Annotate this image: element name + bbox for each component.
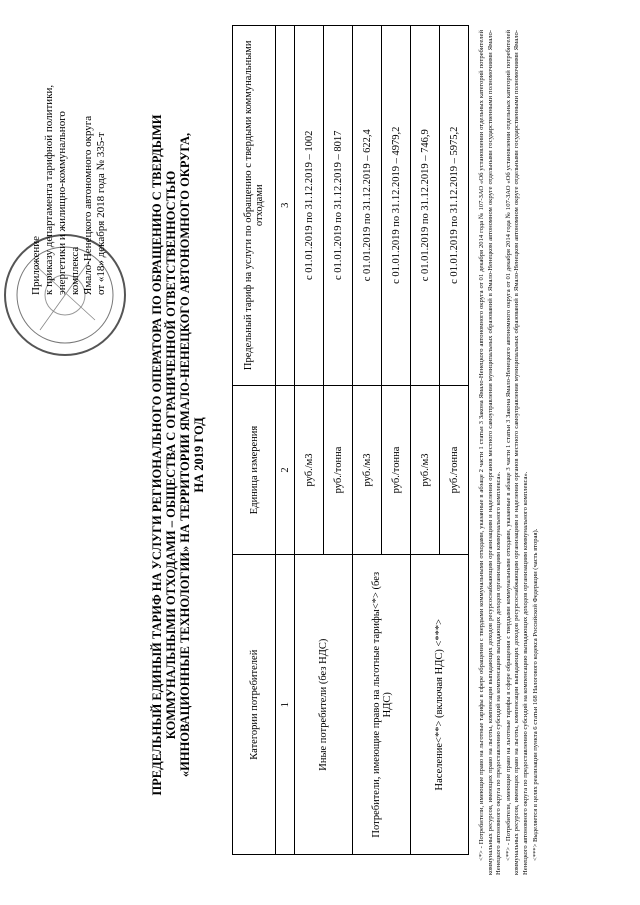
category-cell: Потребители, имеющие право на льготные тарифы<*> (без НДС) — [353, 555, 411, 855]
unit-cell: руб./м3 — [411, 385, 440, 555]
table-row — [295, 26, 324, 855]
unit-cell: руб./м3 — [353, 385, 382, 555]
tariff-table — [232, 25, 469, 855]
unit-cell: руб./тонна — [324, 385, 353, 555]
tariff-cell: с 01.01.2019 по 31.12.2019 – 1002 — [295, 26, 324, 386]
approval-line: комплекса — [69, 246, 81, 295]
title-line: НА 2019 ГОД — [192, 417, 206, 493]
approval-line: от «18» декабря 2018 года № 335-т — [95, 132, 107, 295]
category-cell: Иные потребители (без НДС) — [295, 555, 353, 855]
footnote: <*> - Потребители, имеющие право на льготные тарифы в сфере обращения с твердыми коммунальными отходами, указанные в абзаце 2 части 1 статьи 3 Закона Ямало-Ненецкого автономного округа от 01 декабря 2014 года № 107-ЗАО «Об установлении отдельных категорий потребителей коммунальных ресурсов, имеющих право на льготы, компенсации выпадающих доходов ресурсоснабжающим организациям и наделении органов местного самоуправления муниципальных образований в Ямало-Ненецком автономном округе отдельными государственными полномочиями Ямало-Ненецкого автономного округа по предоставлению субсидий на компенсацию выпадающих доходов организациям коммунального комплекса». — [478, 30, 503, 875]
approval-block — [30, 35, 108, 295]
category-cell: Население<**> (включая НДС) <***> — [411, 555, 469, 855]
title-line: КОММУНАЛЬНЫМИ ОТХОДАМИ – ОБЩЕСТВА С ОГРАНИЧЕННОЙ ОТВЕТСТВЕННОСТЬЮ — [164, 170, 178, 740]
footnotes — [478, 30, 541, 875]
approval-line: Ямало-Ненецкого автономного округа — [82, 115, 94, 295]
tariff-cell: с 01.01.2019 по 31.12.2019 – 4979,2 — [382, 26, 411, 386]
column-number: 2 — [276, 385, 295, 555]
tariff-cell: с 01.01.2019 по 31.12.2019 – 622,4 — [353, 26, 382, 386]
document-title — [150, 45, 206, 865]
tariff-cell: с 01.01.2019 по 31.12.2019 – 8017 — [324, 26, 353, 386]
tariff-cell: с 01.01.2019 по 31.12.2019 – 5975,2 — [440, 26, 469, 386]
tariff-cell: с 01.01.2019 по 31.12.2019 – 746,9 — [411, 26, 440, 386]
footnote: <***> Выделяется в целях реализации пункта 6 статьи 168 Налогового кодекса Российской Федерации (часть вторая). — [531, 528, 539, 861]
unit-cell: руб./м3 — [295, 385, 324, 555]
unit-cell: руб./тонна — [382, 385, 411, 555]
table-row — [353, 26, 382, 855]
header-category: Категории потребителей — [233, 555, 276, 855]
header-unit: Единица измерения — [233, 385, 276, 555]
approval-line: к приказу департамента тарифной политики, — [43, 84, 55, 295]
approval-line: энергетики и жилищно-коммунального — [56, 111, 68, 295]
footnote: <**> - Потребители, имеющие право на льготные тарифы в сфере обращения с твердыми коммунальными отходами, указанные в абзаце 3 части 1 статьи 3 Закона Ямало-Ненецкого автономного округа от 01 декабря 2014 года № 107-ЗАО «Об установлении отдельных категорий потребителей коммунальных ресурсов, имеющих право на льготы, компенсации выпадающих доходов ресурсоснабжающим организациям и наделении органов местного самоуправления муниципальных образований в Ямало-Ненецком автономном округе отдельными государственными полномочиями Ямало-Ненецкого автономного округа по предоставлению субсидий на компенсацию выпадающих доходов организациям коммунального комплекса». — [504, 30, 529, 875]
title-line: ПРЕДЕЛЬНЫЙ ЕДИНЫЙ ТАРИФ НА УСЛУГИ РЕГИОНАЛЬНОГО ОПЕРАТОРА ПО ОБРАЩЕНИЮ С ТВЕРДЫМИ — [150, 114, 164, 796]
header-tariff: Предельный тариф на услуги по обращению с твердыми коммунальными отходами — [233, 26, 276, 386]
approval-line: Приложение — [30, 235, 42, 295]
unit-cell: руб./тонна — [440, 385, 469, 555]
column-number: 3 — [276, 26, 295, 386]
title-line: «ИННОВАЦИОННЫЕ ТЕХНОЛОГИИ» НА ТЕРРИТОРИИ ЯМАЛО-НЕНЕЦКОГО АВТОНОМНОГО ОКРУГА, — [178, 132, 192, 778]
column-number: 1 — [276, 555, 295, 855]
table-row — [411, 26, 440, 855]
